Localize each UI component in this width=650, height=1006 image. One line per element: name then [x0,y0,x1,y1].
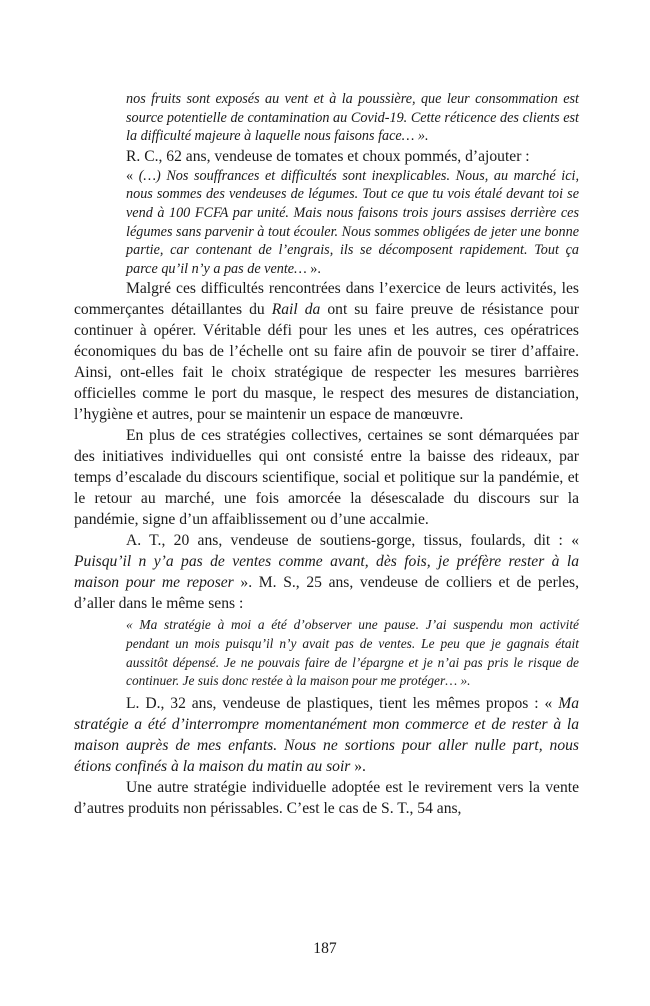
quote-ms: « Ma stratégie à moi a été d’observer une pause. J’ai suspendu mon activité pendant un mois puisqu’il n’y avait pas de ventes. Le peu que je gagnais était aussitôt dépensé. Je ne pouvais faire de l’épargne et je n’ai pas pris le risque de continuer. Je suis donc restée à la maison pour me protéger… ». [126,617,579,689]
paragraph-strategies [74,278,579,425]
paragraph-rc-intro: R. C., 62 ans, vendeuse de tomates et choux pommés, d’ajouter : [126,147,530,165]
rail-da-term: Rail da [271,301,321,319]
body-text [74,90,579,819]
paragraph-other-strategy: Une autre stratégie individuelle adoptée est le revirement vers la vente d’autres produits non périssables. C’est le cas de S. T., 54 ans, [74,778,579,817]
paragraph-strategies-part1: Malgré ces difficultés rencontrées dans l’exercice de leurs activités, les commerçantes détaillantes du [74,280,579,319]
paragraph-at-intro: A. T., 20 ans, vendeuse de soutiens-gorge, tissus, foulards, dit : « [126,532,579,550]
quote-ld: Ma stratégie a été d’interrompre momentanément mon commerce et de rester à la maison auprès de mes enfants. Nous ne sortions pour aller nulle part, nous étions confinés à la maison du matin au soir [74,694,579,775]
quote-rc-text: (…) Nos souffrances et difficultés sont inexplicables. Nous, au marché ici, nous sommes des vendeuses de légumes. Tout ce que tu vois étalé devant toi se vend à 100 FCFA par unité. Mais nous faisons trois jours assises derrière ces légumes sans parvenir à tout écouler. Nous sommes obligées de jeter une bonne partie, car contenant de l’engrais, ils se décomposent rapidement. Tout ça parce qu’il n’y a pas de vente… [126,167,579,277]
paragraph-ms-intro: ». M. S., 25 ans, vendeuse de colliers et de perles, d’aller dans le même sens : [74,574,579,613]
quote-open-mark: « [126,167,139,184]
quote-ld-close: ». [350,757,366,775]
paragraph-strategies-part2: ont su faire preuve de résistance pour continuer à opérer. Véritable défi pour les unes et les autres, ces opératrices économiques du bas de l’échelle ont su faire afin de pouvoir se tirer d’affaire. Ainsi, ont-elles fait le choix stratégique de respecter les mesures barrières officielles comme le port du masque, le respect des mesures de distanciation, l’hygiène et autres, pour se maintenir un espace de manœuvre. [74,301,579,424]
quote-at: Puisqu’il n y’a pas de ventes comme avant, dès fois, je préfère rester à la maison pour me reposer [74,553,579,592]
paragraph-ld-intro: L. D., 32 ans, vendeuse de plastiques, tient les mêmes propos : « [126,694,559,712]
page-number: 187 [313,940,337,957]
quote-close-mark: ». [306,260,321,277]
paragraph-individual-initiatives: En plus de ces stratégies collectives, certaines se sont démarquées par des initiatives individuelles qui ont consisté entre la baisse des rideaux, par temps d’escalade du discours scientifique, social et politique sur la pandémie, et le retour au marché, une fois amorcée la désescalade du discours sur la pandémie, signe d’un affaiblissement ou d’une accalmie. [74,427,579,529]
quote-rc [126,167,579,279]
quote-continuation: nos fruits sont exposés au vent et à la poussière, que leur consommation est source potentielle de contamination au Covid-19. Cette réticence des clients est la difficulté majeure à laquelle nous faisons face… ». [126,91,579,145]
paragraph-at-ms [74,530,579,614]
paragraph-ld [74,693,579,777]
